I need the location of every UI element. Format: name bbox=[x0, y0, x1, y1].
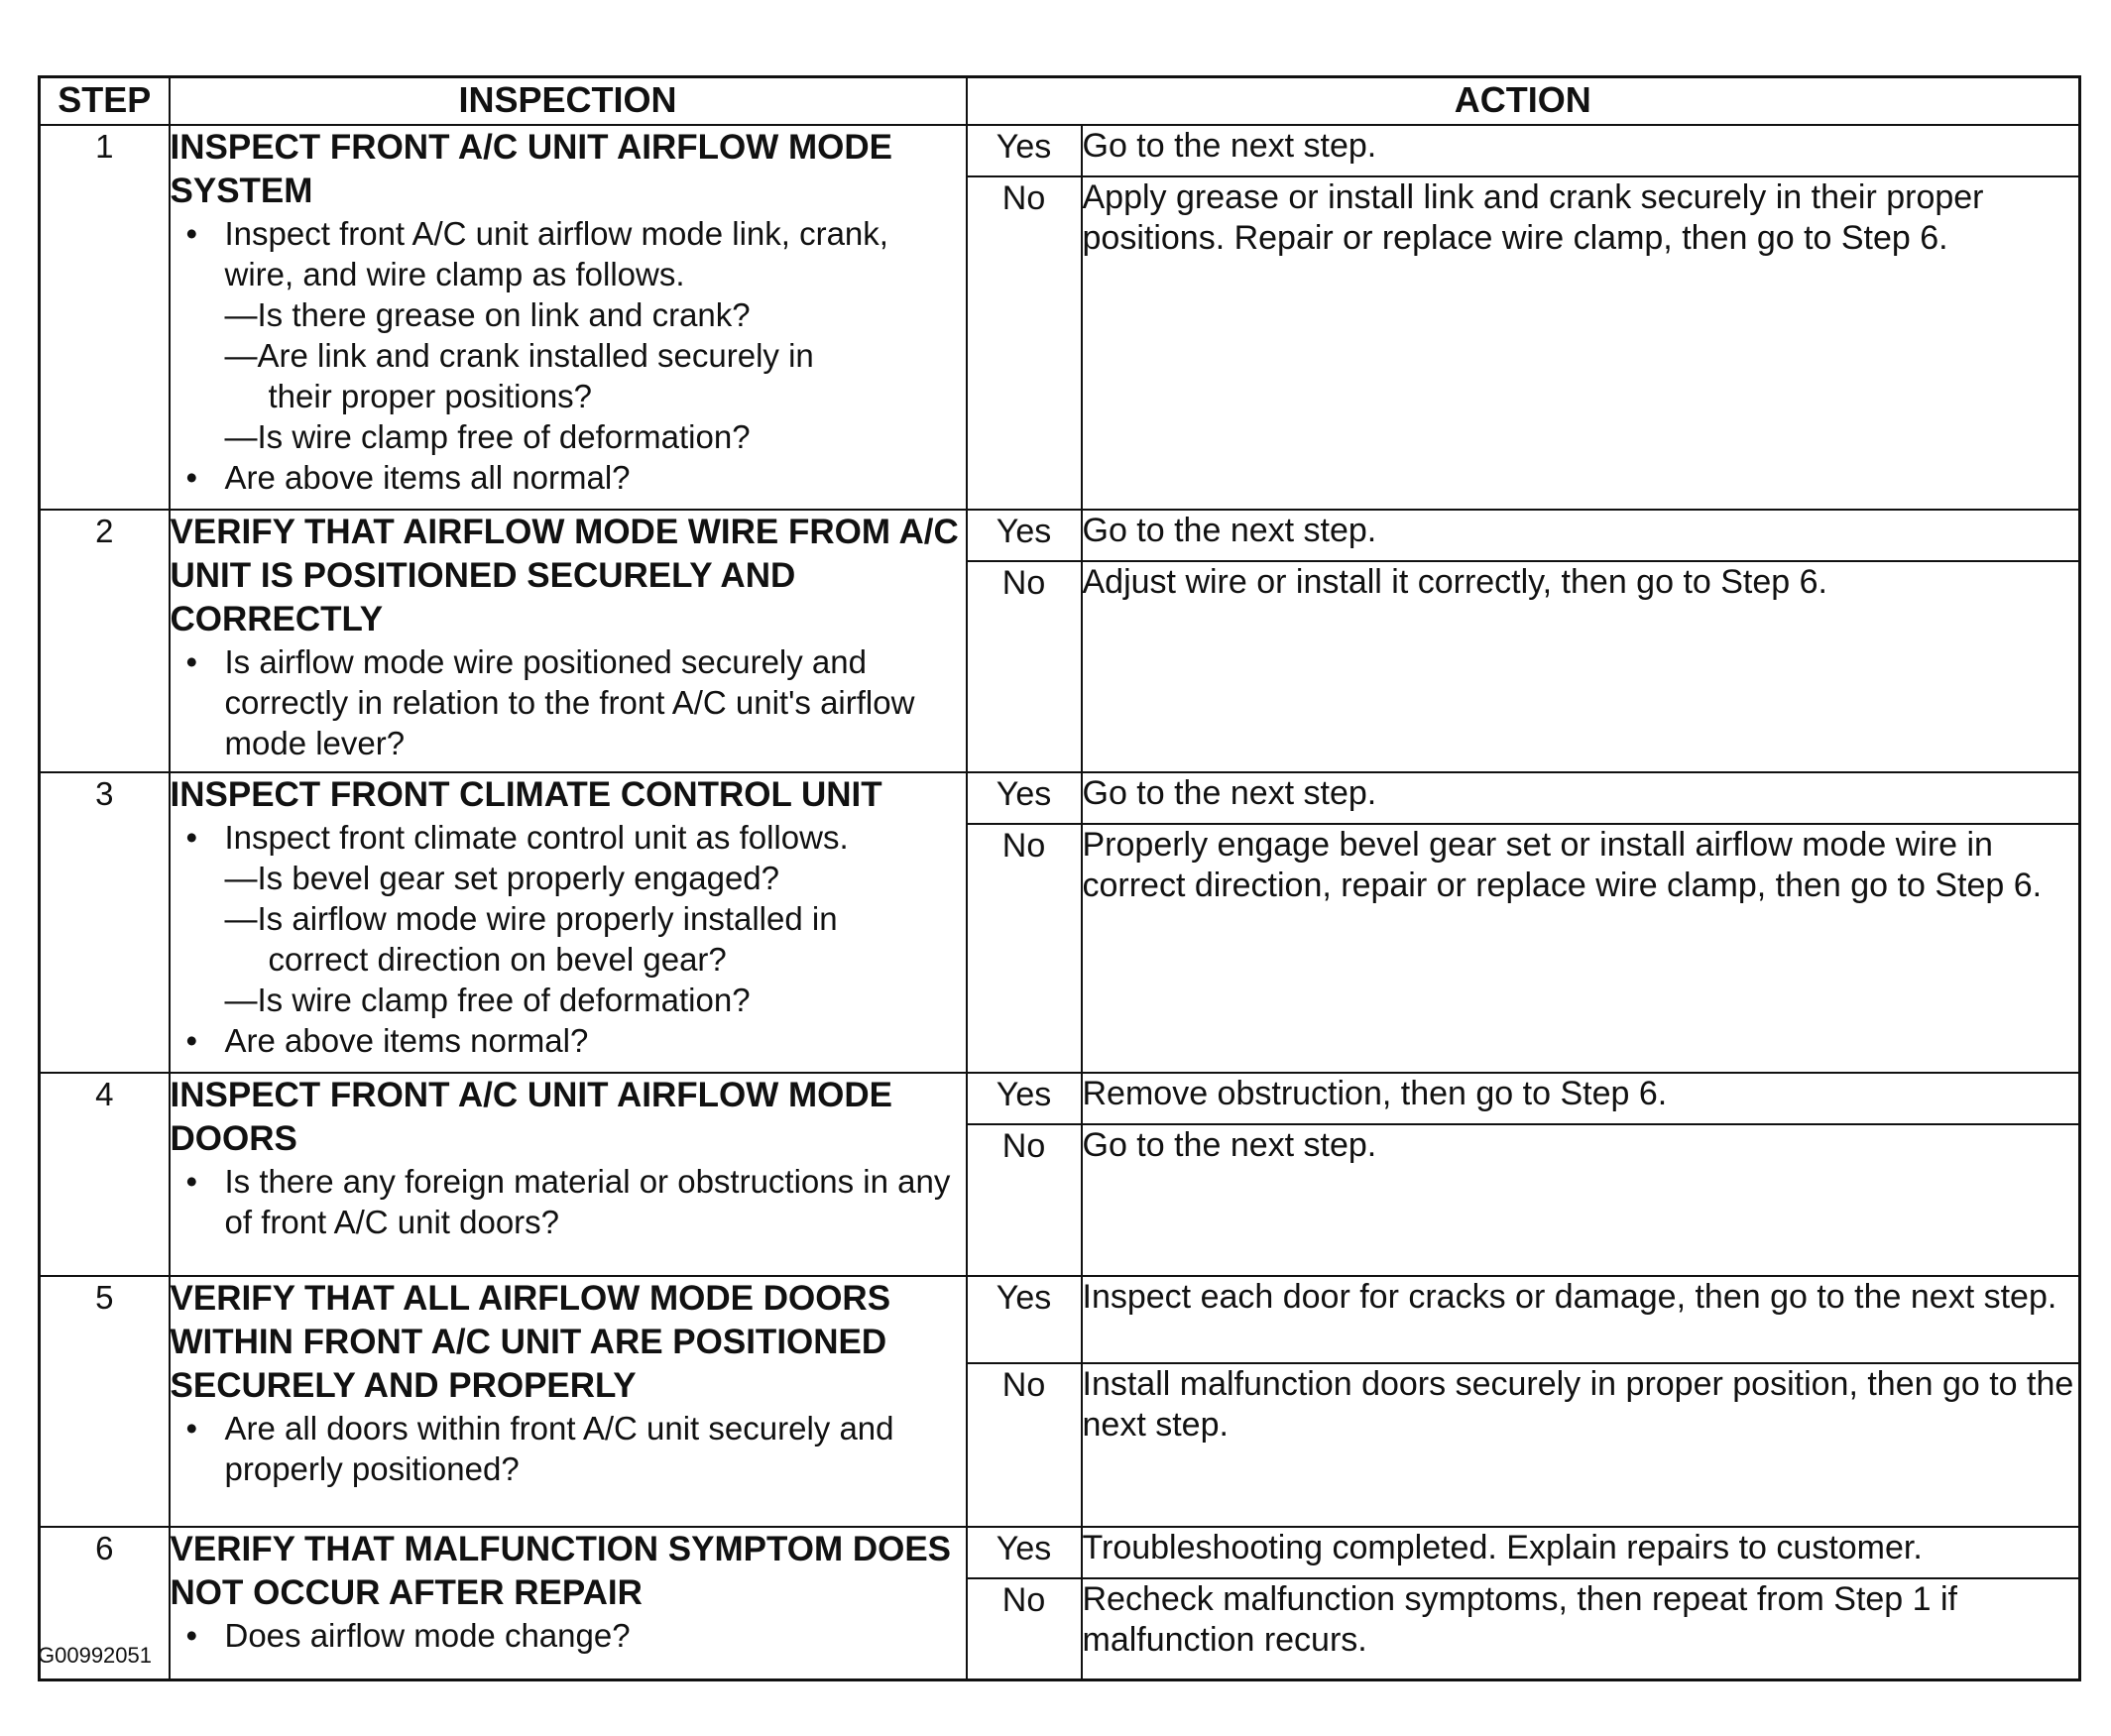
sub-question-text: —Is there grease on link and crank? bbox=[224, 296, 751, 333]
bullet-text: Does airflow mode change? bbox=[224, 1617, 631, 1654]
no-label: No bbox=[967, 824, 1082, 1073]
yes-label: Yes bbox=[967, 1276, 1082, 1363]
inspection-title: VERIFY THAT MALFUNCTION SYMPTOM DOES NOT OCCUR AFTER REPAIR bbox=[170, 1530, 952, 1612]
bullet-text: Is there any foreign material or obstructions in any of front A/C unit doors? bbox=[224, 1163, 951, 1240]
inspection-title: INSPECT FRONT CLIMATE CONTROL UNIT bbox=[170, 775, 882, 814]
step-number: 5 bbox=[40, 1276, 170, 1527]
bullet-text: Inspect front A/C unit airflow mode link, crank, wire, and wire clamp as follows. bbox=[224, 215, 888, 292]
header-row bbox=[40, 77, 2080, 126]
yes-action: Go to the next step. bbox=[1082, 772, 2080, 824]
sub-question bbox=[225, 294, 966, 335]
sub-question-text: —Is bevel gear set properly engaged? bbox=[224, 860, 780, 896]
no-action: Go to the next step. bbox=[1082, 1124, 2080, 1276]
no-label: No bbox=[967, 561, 1082, 772]
step-number: 2 bbox=[40, 510, 170, 772]
inspection-title: VERIFY THAT AIRFLOW MODE WIRE FROM A/C UNIT IS POSITIONED SECURELY AND CORRECTLY bbox=[170, 513, 959, 638]
no-label: No bbox=[967, 1363, 1082, 1527]
step-number: 4 bbox=[40, 1073, 170, 1276]
sub-question bbox=[225, 416, 966, 457]
inspection-bullet bbox=[171, 1161, 966, 1242]
yes-action: Remove obstruction, then go to Step 6. bbox=[1082, 1073, 2080, 1124]
no-label: No bbox=[967, 1124, 1082, 1276]
sub-question-text: —Is wire clamp free of deformation? bbox=[224, 982, 751, 1018]
sub-question bbox=[225, 898, 966, 980]
bullet-text: Inspect front climate control unit as follows. bbox=[224, 819, 849, 856]
yes-action: Go to the next step. bbox=[1082, 510, 2080, 561]
no-action: Recheck malfunction symptoms, then repeat from Step 1 if malfunction recurs. bbox=[1082, 1578, 2080, 1679]
inspection-bullets bbox=[171, 1408, 966, 1489]
yes-label: Yes bbox=[967, 772, 1082, 824]
inspection-title: VERIFY THAT ALL AIRFLOW MODE DOORS WITHIN FRONT A/C UNIT ARE POSITIONED SECURELY AND PROPERLY bbox=[170, 1279, 891, 1405]
no-label: No bbox=[967, 176, 1082, 510]
inspection-bullet bbox=[171, 1615, 966, 1656]
inspection-bullet bbox=[171, 457, 966, 498]
inspection-cell bbox=[170, 1073, 967, 1276]
step-number: 6 bbox=[40, 1527, 170, 1679]
no-action: Apply grease or install link and crank securely in their proper positions. Repair or replace wire clamp, then go to Step 6. bbox=[1082, 176, 2080, 510]
sub-question-continuation: their proper positions? bbox=[268, 378, 593, 414]
inspection-bullets bbox=[171, 1615, 966, 1656]
sub-question-continuation: correct direction on bevel gear? bbox=[268, 941, 727, 978]
figure-code: G00992051 bbox=[38, 1643, 152, 1668]
yes-label: Yes bbox=[967, 510, 1082, 561]
inspection-bullet bbox=[171, 817, 966, 1020]
inspection-cell bbox=[170, 1276, 967, 1527]
inspection-bullet bbox=[171, 1020, 966, 1061]
sub-question bbox=[225, 858, 966, 898]
inspection-cell bbox=[170, 1527, 967, 1679]
step-row bbox=[40, 1073, 2080, 1124]
yes-action: Inspect each door for cracks or damage, then go to the next step. bbox=[1082, 1276, 2080, 1363]
sub-question-text: —Is airflow mode wire properly installed in bbox=[224, 900, 838, 937]
yes-label: Yes bbox=[967, 1527, 1082, 1578]
step-row bbox=[40, 1527, 2080, 1578]
header-inspection: INSPECTION bbox=[170, 77, 967, 126]
bullet-text: Is airflow mode wire positioned securely and correctly in relation to the front A/C unit's airflow mode lever? bbox=[224, 643, 915, 761]
inspection-cell bbox=[170, 125, 967, 510]
step-row bbox=[40, 125, 2080, 176]
no-action: Install malfunction doors securely in proper position, then go to the next step. bbox=[1082, 1363, 2080, 1527]
step-row bbox=[40, 772, 2080, 824]
yes-action: Go to the next step. bbox=[1082, 125, 2080, 176]
inspection-cell bbox=[170, 510, 967, 772]
inspection-bullet bbox=[171, 641, 966, 763]
diagnostic-table bbox=[38, 75, 2081, 1681]
sub-question-text: —Are link and crank installed securely in bbox=[224, 337, 814, 374]
inspection-bullet bbox=[171, 213, 966, 457]
yes-action: Troubleshooting completed. Explain repairs to customer. bbox=[1082, 1527, 2080, 1578]
step-row bbox=[40, 1276, 2080, 1363]
inspection-bullets bbox=[171, 641, 966, 763]
inspection-title: INSPECT FRONT A/C UNIT AIRFLOW MODE DOORS bbox=[170, 1076, 892, 1158]
step-number: 3 bbox=[40, 772, 170, 1073]
bullet-text: Are above items normal? bbox=[224, 1022, 589, 1059]
step-row bbox=[40, 510, 2080, 561]
no-action: Properly engage bevel gear set or install airflow mode wire in correct direction, repair or replace wire clamp, then go to Step 6. bbox=[1082, 824, 2080, 1073]
yes-label: Yes bbox=[967, 1073, 1082, 1124]
inspection-bullets bbox=[171, 1161, 966, 1242]
bullet-text: Are above items all normal? bbox=[224, 459, 631, 496]
sub-question bbox=[225, 980, 966, 1020]
no-action: Adjust wire or install it correctly, then go to Step 6. bbox=[1082, 561, 2080, 772]
inspection-bullets bbox=[171, 817, 966, 1061]
inspection-bullets bbox=[171, 213, 966, 498]
inspection-bullet bbox=[171, 1408, 966, 1489]
inspection-cell bbox=[170, 772, 967, 1073]
header-step: STEP bbox=[40, 77, 170, 126]
sub-question-text: —Is wire clamp free of deformation? bbox=[224, 418, 751, 455]
header-action: ACTION bbox=[967, 77, 2080, 126]
inspection-title: INSPECT FRONT A/C UNIT AIRFLOW MODE SYSTEM bbox=[170, 128, 892, 210]
sub-question bbox=[225, 335, 966, 416]
no-label: No bbox=[967, 1578, 1082, 1679]
yes-label: Yes bbox=[967, 125, 1082, 176]
step-number: 1 bbox=[40, 125, 170, 510]
bullet-text: Are all doors within front A/C unit securely and properly positioned? bbox=[224, 1410, 894, 1487]
